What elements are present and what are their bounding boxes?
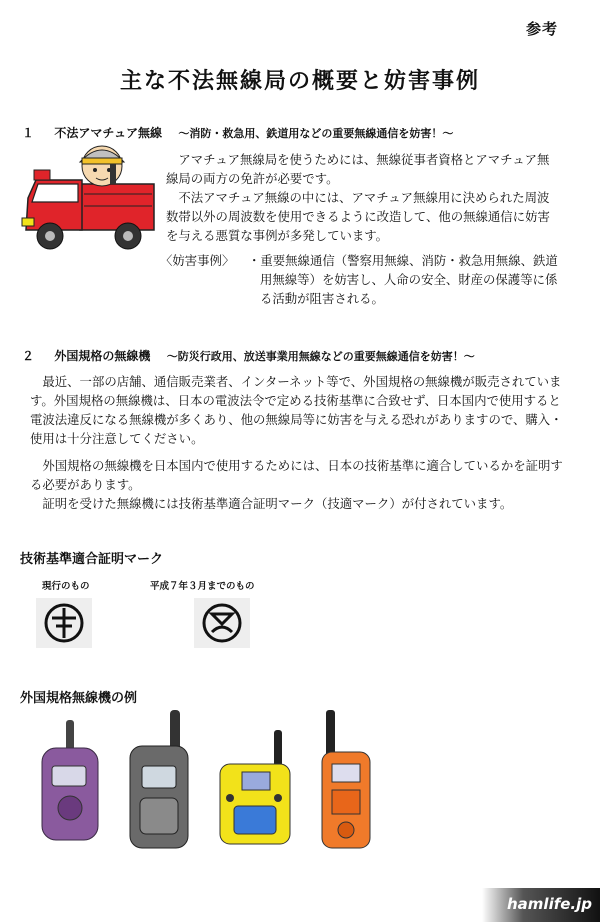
section1-heading xyxy=(22,124,453,141)
watermark-logo xyxy=(482,888,600,922)
section2-paragraph-2: 外国規格の無線機を日本国内で使用するためには、日本の技術基準に適合しているかを証明する必要があります。 xyxy=(30,458,563,492)
section2-paragraph-1: 最近、一部の店舗、通信販売業者、インターネット等で、外国規格の無線機が販売されています。外国規格の無線機は、日本の電波法令で定める技術基準に合致せず、日本国内で使用すると電波法違反になる無線機が多くあり、他の無線局等に妨害を与える恐れがありますので、購入・使用は十分注意してください。 xyxy=(30,374,563,446)
section2-number: ２ xyxy=(22,349,35,363)
examples-heading: 外国規格無線機の例 xyxy=(20,691,138,706)
case-text xyxy=(248,251,566,308)
section2-subtitle: ～防災行政用、放送事業用無線などの重要無線通信を妨害！～ xyxy=(166,350,475,363)
radio-grey-icon xyxy=(130,710,188,848)
fire-truck-illustration xyxy=(20,144,160,256)
watermark-text: hamlife.jp xyxy=(507,895,592,913)
page-title: 主な不法無線局の概要と妨害事例 xyxy=(119,69,480,94)
giteki-mark-current-icon xyxy=(36,598,92,648)
giteki-mark-old-icon xyxy=(194,598,250,648)
current-mark-label: 現行のもの xyxy=(42,581,90,592)
section1-paragraph-1: アマチュア無線局を使うためには、無線従事者資格とアマチュア無線局の両方の免許が必要です。 xyxy=(166,152,550,186)
old-mark-label: 平成７年３月までのもの xyxy=(150,581,255,592)
case-label: 〈妨害事例〉 xyxy=(160,253,235,268)
section1-body xyxy=(166,150,560,245)
radio-yellow-icon xyxy=(220,730,290,844)
radio-purple-icon xyxy=(42,720,98,840)
section1-subtitle: ～消防・救急用、鉄道用などの重要無線通信を妨害！～ xyxy=(178,127,454,140)
section1-title: 不法アマチュア無線 xyxy=(54,126,163,140)
section2-paragraph-3: 証明を受けた無線機には技術基準適合証明マーク（技適マーク）が付されています。 xyxy=(42,496,513,511)
section2-title: 外国規格の無線機 xyxy=(54,349,151,363)
section1-number: １ xyxy=(22,126,35,140)
example-radios xyxy=(30,708,390,858)
case-text-body: ・重要無線通信（警察用無線、消防・救急用無線、鉄道用無線等）を妨害し、人命の安全、財産の保護等に係る活動が阻害される。 xyxy=(248,253,558,306)
radio-orange-icon xyxy=(322,710,370,848)
reference-label: 参考 xyxy=(525,20,558,38)
marks-heading: 技術基準適合証明マーク xyxy=(20,552,164,567)
section2-heading xyxy=(22,347,475,364)
section1-paragraph-2: 不法アマチュア無線の中には、アマチュア無線用に決められた周波数帯以外の周波数を使用できるように改造して、他の無線通信に妨害を与える悪質な事例が多発しています。 xyxy=(166,190,550,243)
section2-body xyxy=(30,372,570,513)
